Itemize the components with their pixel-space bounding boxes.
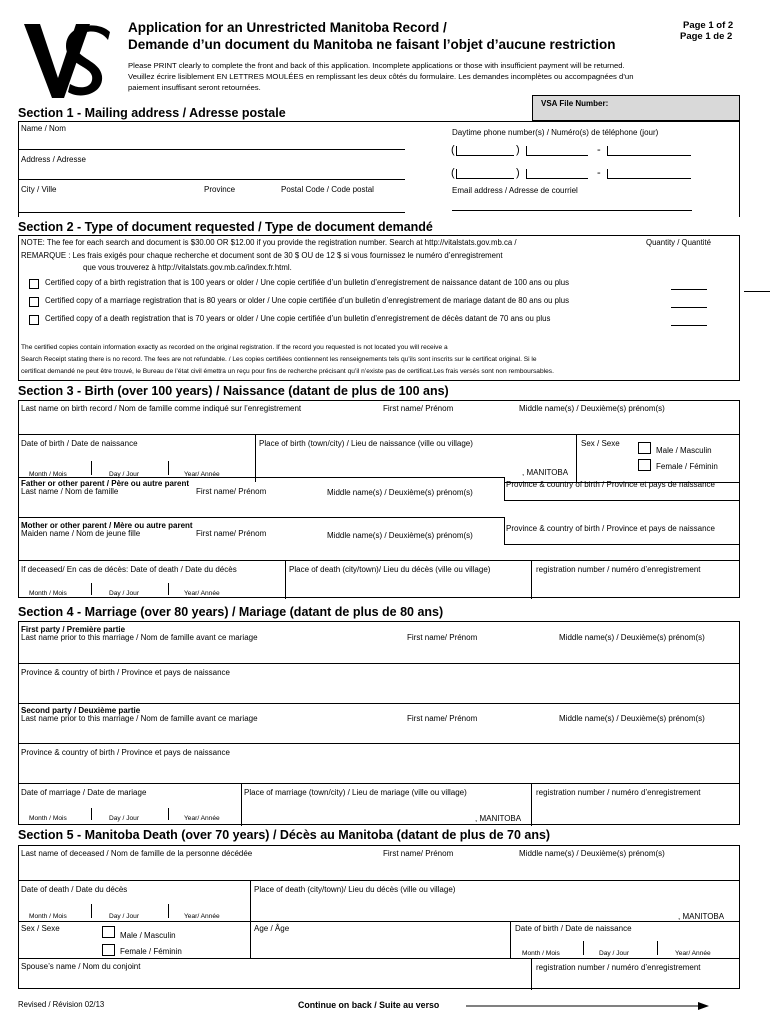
vs-logo	[20, 18, 110, 104]
quantity-label: Quantity / Quantité	[646, 238, 712, 247]
col-divider	[250, 921, 251, 958]
name-label: Name / Nom	[21, 124, 66, 133]
registration-label: registration number / numéro d’enregistrement	[536, 565, 701, 574]
date-divider	[91, 808, 92, 820]
section-5-box	[18, 845, 740, 989]
section-2-box	[18, 235, 740, 381]
day-label: Day / Jour	[109, 913, 140, 920]
month-label: Month / Mois	[29, 471, 67, 478]
section-4-box	[18, 621, 740, 825]
day-label: Day / Jour	[109, 471, 140, 478]
female-checkbox[interactable]	[638, 459, 651, 471]
pob-label: Place of birth (town/city) / Lieu de naissance (ville ou village)	[259, 439, 473, 448]
mother-last-label: Maiden name / Nom de jeune fille	[21, 529, 141, 538]
male-checkbox[interactable]	[638, 442, 651, 454]
death-registration-label: registration number / numéro d’enregistrement	[536, 963, 701, 972]
spouse-label: Spouse’s name / Nom du conjoint	[21, 962, 141, 971]
death-copy-checkbox[interactable]	[29, 315, 39, 325]
fine-print-3: certificat demandé ne peut être trouvé, le Bureau de l’état civil émettra un reçu pour fins de recherche précisant qu’il n’existe pas de certificat.Les frais versés sont non remboursables.	[21, 368, 554, 375]
row-divider	[19, 703, 739, 704]
instructions-fr: Veuillez écrire lisiblement EN LETTRES MOULÉES en remplissant les deux côtés du formulaire. Les demandes incomplètes ou accompagnées d’un	[128, 72, 634, 81]
deceased-label: If deceased/ En cas de décès: Date of death / Date du décès	[21, 565, 237, 574]
phone-paren-open: (	[451, 144, 455, 156]
marriage-place-label: Place of marriage (town/city) / Lieu de mariage (ville ou village)	[244, 788, 467, 797]
sex-label: Sex / Sexe	[581, 439, 620, 448]
row-divider	[19, 477, 504, 478]
birth-quantity-field[interactable]	[671, 289, 707, 290]
death-manitoba: , MANITOBA	[678, 912, 725, 921]
mother-birthplace-label: Province & country of birth / Province et pays de naissance	[506, 524, 715, 533]
father-last-label: Last name / Nom de famille	[21, 487, 119, 496]
col-divider	[241, 783, 242, 826]
col-divider	[531, 958, 532, 990]
mother-heading: Mother or other parent / Mère ou autre parent	[21, 521, 193, 530]
fee-note-en: NOTE: The fee for each search and document is $30.00 OR $12.00 if you provide the registration number. Search at http://vitalstats.gov.mb.ca /	[21, 238, 517, 247]
phone-prefix[interactable]	[526, 146, 588, 156]
birth-copy-label: Certified copy of a birth registration that is 100 years or older / Une copie certifiée d’un bulletin d’enregistrement de naissance datant de 100 ans ou plus	[45, 278, 569, 287]
fine-print-1: The certified copies contain information exactly as recorded on the original registration. If the record you requested is not located you will receive a	[21, 344, 448, 351]
row-divider	[19, 958, 739, 959]
section-3-title: Section 3 - Birth (over 100 years) / Naissance (datant de plus de 100 ans)	[18, 384, 449, 398]
second-party-middle-label: Middle name(s) / Deuxième(s) prénom(s)	[559, 714, 705, 723]
deceased-first-label: First name/ Prénom	[383, 849, 454, 858]
phone-paren-close: )	[516, 144, 520, 156]
date-divider	[91, 904, 92, 918]
phone2-area-code[interactable]	[456, 169, 514, 179]
mother-middle-label: Middle name(s) / Deuxième(s) prénom(s)	[327, 531, 473, 540]
marriage-copy-label: Certified copy of a marriage registration that is 80 years or older / Une copie certifiée d’un bulletin d’enregistrement de mariage datant de 80 ans ou plus	[45, 296, 569, 305]
margin-mark	[744, 291, 770, 292]
section-4-title: Section 4 - Marriage (over 80 years) / Mariage (datant de plus de 80 ans)	[18, 605, 444, 619]
address-field[interactable]	[19, 179, 405, 180]
marriage-manitoba: , MANITOBA	[475, 814, 522, 823]
father-heading: Father or other parent / Père ou autre parent	[21, 479, 190, 488]
col-divider	[531, 560, 532, 599]
marriage-quantity-field[interactable]	[671, 307, 707, 308]
date-divider	[91, 461, 92, 475]
birth-last-name-label: Last name on birth record / Nom de famille comme indiqué sur l’enregistrement	[21, 404, 302, 413]
first-party-middle-label: Middle name(s) / Deuxième(s) prénom(s)	[559, 633, 705, 642]
phone2-line[interactable]	[607, 169, 691, 179]
col-divider	[510, 921, 511, 958]
birth-copy-checkbox[interactable]	[29, 279, 39, 289]
female-label: Female / Féminin	[656, 462, 718, 471]
dob-label: Date of birth / Date de naissance	[21, 439, 138, 448]
row-divider	[19, 880, 739, 881]
section-2-title: Section 2 - Type of document requested / Type de document demandé	[18, 220, 433, 234]
city-label: City / Ville	[21, 185, 57, 194]
day-label: Day / Jour	[599, 950, 630, 957]
fee-note-fr: REMARQUE : Les frais exigés pour chaque recherche et document sont de 30 $ OU de 12 $ si vous fournissez le numéro d’enregistrement	[21, 251, 503, 260]
month-label: Month / Mois	[29, 815, 67, 822]
marriage-date-label: Date of marriage / Date de mariage	[21, 788, 147, 797]
second-party-birthplace-label: Province & country of birth / Province et pays de naissance	[21, 748, 230, 757]
month-label: Month / Mois	[522, 950, 560, 957]
age-label: Age / Âge	[254, 924, 290, 933]
page-fr: Page 1 de 2	[680, 31, 733, 42]
year-label: Year/ Année	[184, 471, 220, 478]
father-birthplace-label: Province & country of birth / Province et pays de naissance	[506, 480, 715, 489]
death-quantity-field[interactable]	[671, 325, 707, 326]
year-label: Year/ Année	[184, 590, 220, 597]
city-province-postal-field[interactable]	[19, 212, 405, 213]
row-divider	[19, 434, 739, 435]
deceased-male-label: Male / Masculin	[120, 931, 176, 940]
date-divider	[583, 941, 584, 955]
vsa-file-label: VSA File Number:	[541, 99, 609, 108]
death-place-label: Place of death (city/town)/ Lieu du décès (ville ou village)	[254, 885, 456, 894]
name-field[interactable]	[19, 149, 405, 150]
phone-area-code[interactable]	[456, 146, 514, 156]
province-label: Province	[204, 185, 236, 194]
vsa-file-box[interactable]	[532, 95, 740, 121]
father-first-label: First name/ Prénom	[196, 487, 267, 496]
address-label: Address / Adresse	[21, 155, 86, 164]
year-label: Year/ Année	[184, 815, 220, 822]
month-label: Month / Mois	[29, 590, 67, 597]
deceased-female-checkbox[interactable]	[102, 944, 115, 956]
day-label: Day / Jour	[109, 590, 140, 597]
male-label: Male / Masculin	[656, 446, 712, 455]
date-divider	[657, 941, 658, 955]
birth-manitoba: , MANITOBA	[522, 468, 569, 477]
phone2-paren-open: (	[451, 167, 455, 179]
second-party-last-label: Last name prior to this marriage / Nom de famille avant ce mariage	[21, 714, 258, 723]
row-divider	[19, 517, 504, 518]
phone-label: Daytime phone number(s) / Numéro(s) de téléphone (jour)	[452, 128, 659, 137]
title-fr: Demande d’un document du Manitoba ne faisant l’objet d’aucune restriction	[128, 37, 616, 52]
col-divider	[250, 880, 251, 924]
deceased-female-label: Female / Féminin	[120, 947, 182, 956]
instructions-fr-2: paiement insuffisant seront retournées.	[128, 83, 261, 92]
deceased-middle-label: Middle name(s) / Deuxième(s) prénom(s)	[519, 849, 665, 858]
page-en: Page 1 of 2	[683, 20, 734, 31]
day-label: Day / Jour	[109, 815, 140, 822]
phone2-dash: -	[597, 167, 601, 179]
revision-label: Revised / Révision 02/13	[18, 1000, 105, 1009]
deceased-male-checkbox[interactable]	[102, 926, 115, 938]
postal-label: Postal Code / Code postal	[281, 185, 374, 194]
row-divider	[19, 783, 739, 784]
fee-note-fr-2: que vous trouverez à http://vitalstats.gov.mb.ca/index.fr.html.	[83, 263, 292, 272]
row-divider	[19, 663, 739, 664]
date-divider	[168, 461, 169, 475]
second-party-first-label: First name/ Prénom	[407, 714, 478, 723]
year-label: Year/ Année	[675, 950, 711, 957]
date-divider	[168, 583, 169, 595]
first-party-first-label: First name/ Prénom	[407, 633, 478, 642]
section-5-title: Section 5 - Manitoba Death (over 70 years) / Décès au Manitoba (datant de plus de 70 ans)	[18, 828, 551, 842]
instructions-en: Please PRINT clearly to complete the front and back of this application. Incomplete applications or those with insufficient payment will be returned.	[128, 61, 625, 70]
year-label: Year/ Année	[184, 913, 220, 920]
col-divider	[531, 783, 532, 826]
date-divider	[168, 808, 169, 820]
col-divider	[255, 434, 256, 482]
marriage-registration-label: registration number / numéro d’enregistrement	[536, 788, 701, 797]
title-en: Application for an Unrestricted Manitoba Record /	[128, 20, 447, 35]
second-party-heading: Second party / Deuxième partie	[21, 706, 141, 715]
deceased-dob-label: Date of birth / Date de naissance	[515, 924, 632, 933]
row-divider	[19, 921, 739, 922]
deceased-last-label: Last name of deceased / Nom de famille de la personne décédée	[21, 849, 253, 858]
phone-dash: -	[597, 144, 601, 156]
mother-first-label: First name/ Prénom	[196, 529, 267, 538]
birth-first-name-label: First name/ Prénom	[383, 404, 454, 413]
death-date-label: Date of death / Date du décès	[21, 885, 128, 894]
birth-middle-name-label: Middle name(s) / Deuxième(s) prénom(s)	[519, 404, 665, 413]
marriage-copy-checkbox[interactable]	[29, 297, 39, 307]
father-middle-label: Middle name(s) / Deuxième(s) prénom(s)	[327, 488, 473, 497]
date-divider	[168, 904, 169, 918]
fine-print-2: Search Receipt stating there is no record. The fees are not refundable. / Les copies certifiées contiennent les renseignements tels qu’ils sont inscrits sur le certificat original. Si le	[21, 356, 537, 363]
phone2-paren-close: )	[516, 167, 520, 179]
section-3-box	[18, 400, 740, 598]
continue-label: Continue on back / Suite au verso	[298, 1000, 440, 1010]
section-1-box	[18, 121, 740, 217]
row-divider	[19, 743, 739, 744]
month-label: Month / Mois	[29, 913, 67, 920]
email-field[interactable]	[452, 210, 692, 211]
phone-line[interactable]	[607, 146, 691, 156]
date-divider	[91, 583, 92, 595]
death-copy-label: Certified copy of a death registration that is 70 years or older / Une copie certifiée d’un bulletin d’enregistrement de décès datant de 70 ans ou plus	[45, 314, 551, 323]
death-place-label: Place of death (city/town)/ Lieu du décès (ville ou village)	[289, 565, 491, 574]
phone2-prefix[interactable]	[526, 169, 588, 179]
row-divider	[19, 560, 739, 561]
continue-arrow-icon	[466, 1001, 710, 1011]
first-party-heading: First party / Première partie	[21, 625, 126, 634]
section-1-title: Section 1 - Mailing address / Adresse postale	[18, 106, 286, 120]
first-party-last-label: Last name prior to this marriage / Nom de famille avant ce mariage	[21, 633, 258, 642]
deceased-sex-label: Sex / Sexe	[21, 924, 60, 933]
col-divider	[576, 434, 577, 482]
col-divider	[285, 560, 286, 599]
email-label: Email address / Adresse de courriel	[452, 186, 578, 195]
first-party-birthplace-label: Province & country of birth / Province et pays de naissance	[21, 668, 230, 677]
